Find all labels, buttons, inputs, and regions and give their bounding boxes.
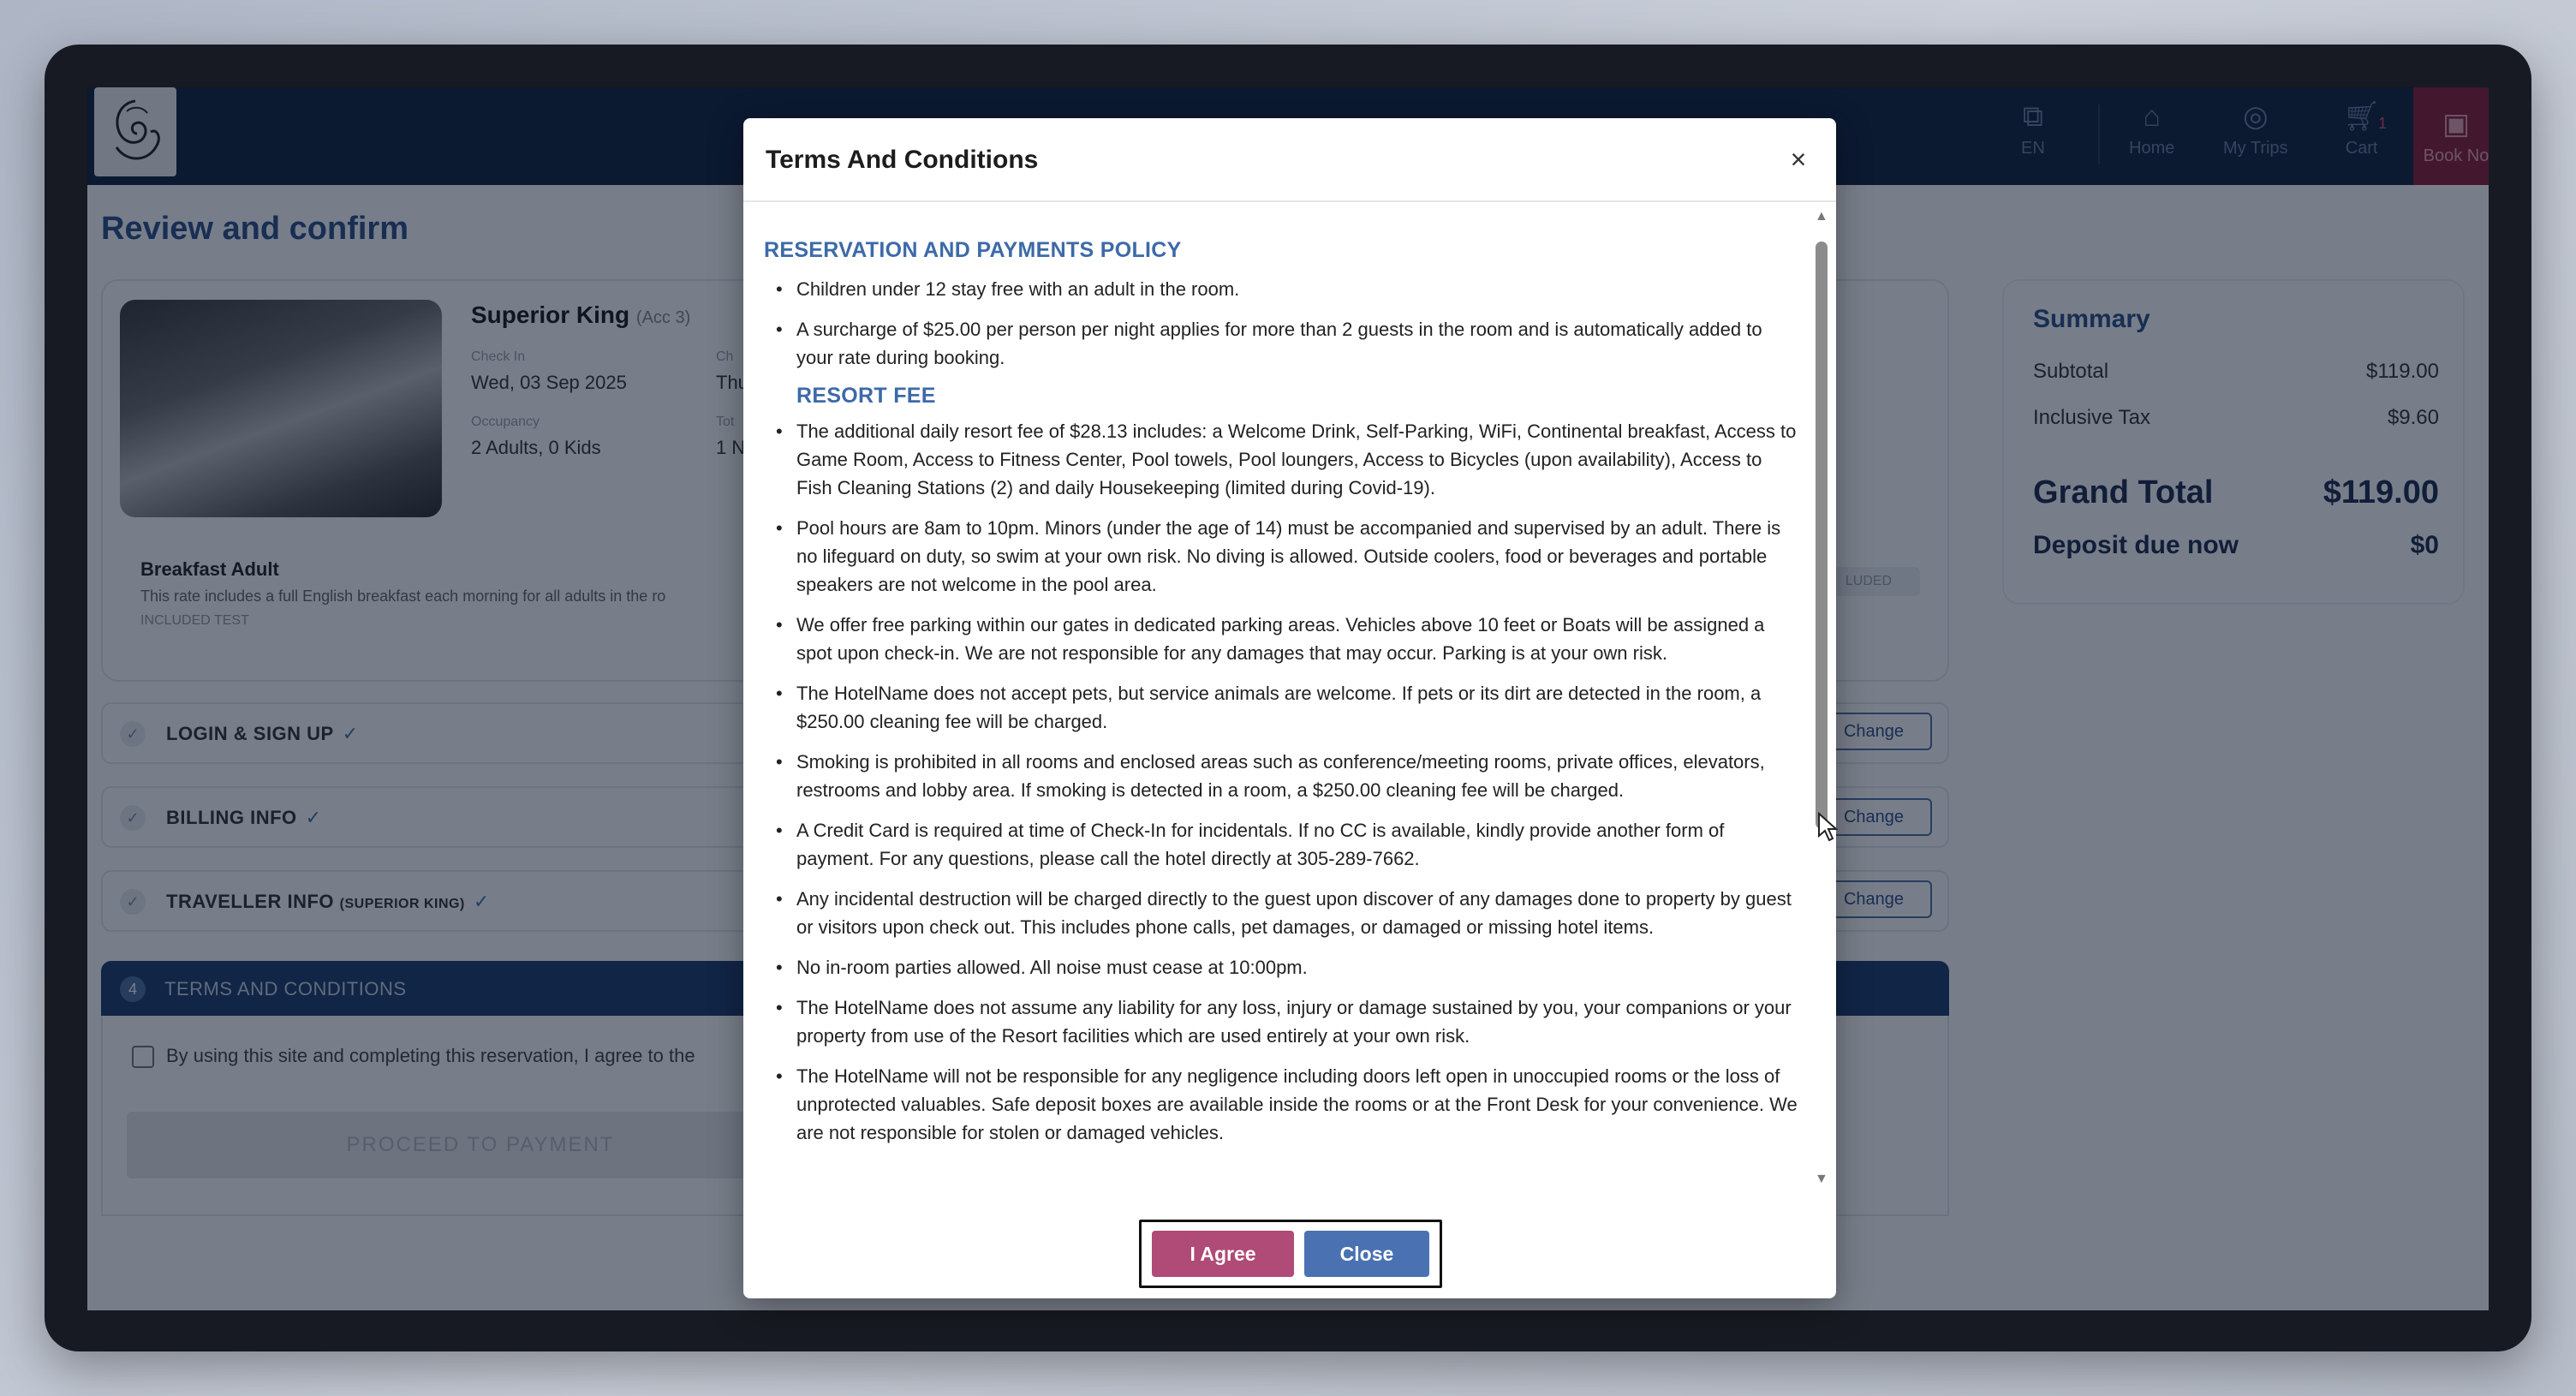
modal-title: Terms And Conditions bbox=[766, 146, 1039, 174]
list-item: • Children under 12 stay free with an adult in the room. bbox=[764, 275, 1798, 303]
i-agree-button[interactable]: I Agree bbox=[1152, 1231, 1294, 1277]
modal-scrollbar[interactable] bbox=[1812, 207, 1831, 1189]
modal-footer bbox=[1139, 1220, 1442, 1288]
terms-modal bbox=[743, 118, 1836, 1298]
list-item: • Any incidental destruction will be charged directly to the guest upon discover of any damages done to property by guest or visitors upon check out. This includes phone calls, pet damages, or damaged or missing hotel items. bbox=[764, 885, 1798, 941]
modal-body bbox=[764, 207, 1798, 1189]
scrollbar-thumb[interactable] bbox=[1816, 242, 1828, 829]
scroll-down-arrow-icon[interactable]: ▼ bbox=[1815, 1172, 1828, 1186]
list-item: • The HotelName does not assume any liability for any loss, injury or damage sustained by you, your companions or your property from use of the Resort facilities which are used entirely at your own risk. bbox=[764, 993, 1798, 1050]
reservation-policy-list bbox=[764, 275, 1798, 372]
close-icon[interactable]: × bbox=[1790, 143, 1807, 175]
scroll-up-arrow-icon[interactable]: ▲ bbox=[1815, 209, 1828, 224]
list-item: • No in-room parties allowed. All noise must cease at 10:00pm. bbox=[764, 953, 1798, 981]
mouse-cursor-icon bbox=[1817, 812, 1840, 843]
list-item: • A Credit Card is required at time of Check-In for incidentals. If no CC is available, kindly provide another form of payment. For any questions, please call the hotel directly at 305-289-7662. bbox=[764, 816, 1798, 873]
list-item: • The additional daily resort fee of $28.13 includes: a Welcome Drink, Self-Parking, WiFi, Continental breakfast, Access to Game Room, Access to Fitness Center, Pool towels, Pool loungers, Access to Bicycles (upon availability), Access to Fish Cleaning Stations (2) and daily Housekeeping (limited during Covid-19). bbox=[764, 417, 1798, 502]
list-item: • A surcharge of $25.00 per person per night applies for more than 2 guests in the room and is automatically added to your rate during booking. bbox=[764, 315, 1798, 372]
close-button[interactable]: Close bbox=[1304, 1231, 1429, 1277]
list-item: • Smoking is prohibited in all rooms and enclosed areas such as conference/meeting rooms, private offices, elevators, restrooms and lobby area. If smoking is detected in a room, a $250.00 cleaning fee will be charged. bbox=[764, 748, 1798, 804]
resort-fee-list bbox=[764, 417, 1798, 1147]
reservation-policy-heading: RESERVATION AND PAYMENTS POLICY bbox=[764, 238, 1182, 262]
resort-fee-heading: RESORT FEE bbox=[796, 384, 936, 408]
list-item: • The HotelName will not be responsible for any negligence including doors left open in unoccupied rooms or the loss of unprotected valuables. Safe deposit boxes are available inside the rooms or at the Front Desk for your convenience. We are not responsible for stolen or damaged vehicles. bbox=[764, 1062, 1798, 1147]
list-item: • Pool hours are 8am to 10pm. Minors (under the age of 14) must be accompanied and supervised by an adult. There is no lifeguard on duty, so swim at your own risk. No diving is allowed. Outside coolers, food or beverages and portable speakers are not welcome in the pool area. bbox=[764, 514, 1798, 599]
modal-header bbox=[743, 118, 1836, 202]
list-item: • The HotelName does not accept pets, but service animals are welcome. If pets or its dirt are detected in the room, a $250.00 cleaning fee will be charged. bbox=[764, 679, 1798, 736]
list-item: • We offer free parking within our gates in dedicated parking areas. Vehicles above 10 feet or Boats will be assigned a spot upon check-in. We are not responsible for any damages that may occur. Parking is at your own risk. bbox=[764, 611, 1798, 667]
